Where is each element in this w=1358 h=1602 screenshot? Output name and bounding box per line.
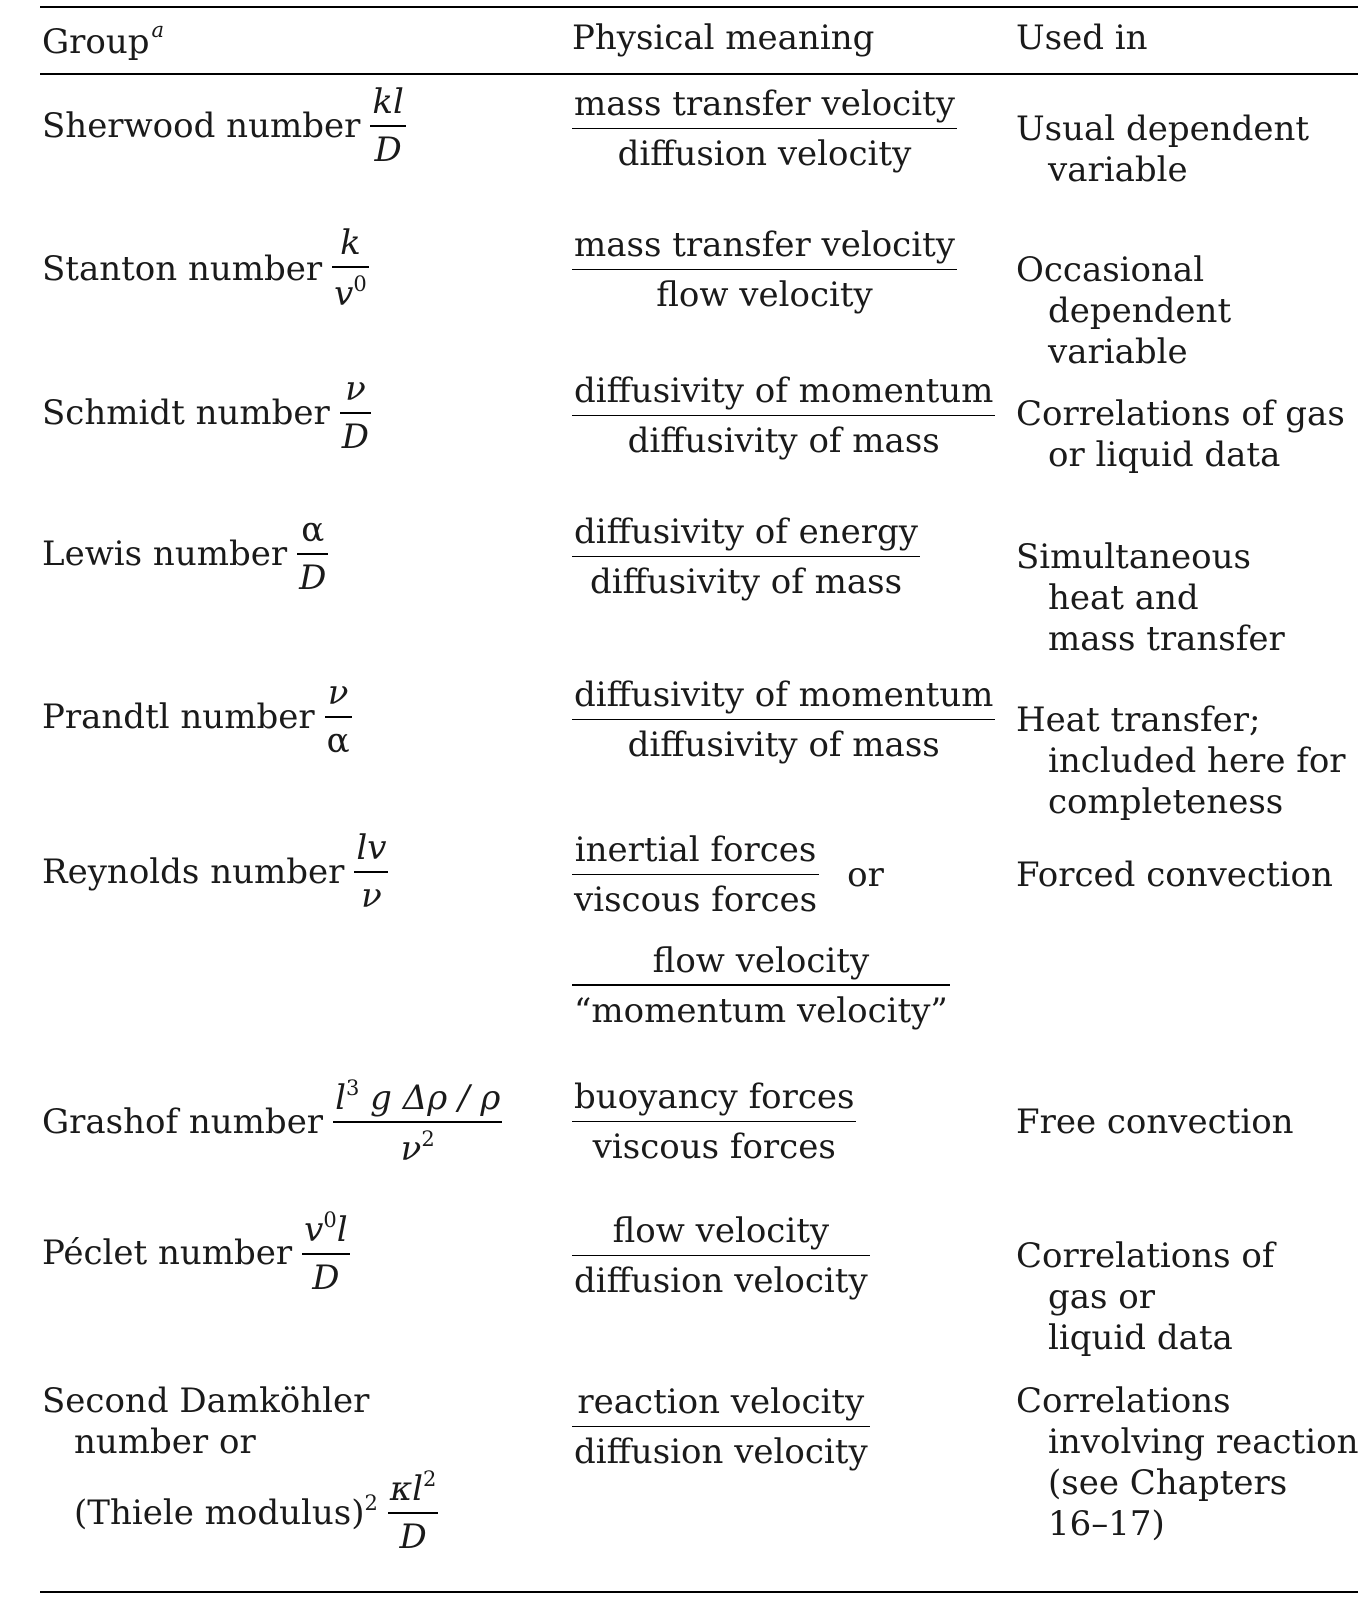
used-in-cell <box>1016 1381 1358 1545</box>
group-name: Sherwood number <box>42 106 361 147</box>
used-in-line: Correlations <box>1016 1381 1231 1421</box>
formula-rest: l <box>336 1210 348 1250</box>
group-name-cont: number or <box>74 1422 256 1462</box>
formula-denominator: D <box>312 1257 340 1298</box>
fraction-bar <box>325 716 352 718</box>
formula-sup: 3 <box>345 1076 360 1100</box>
used-in-line: Heat transfer; <box>1016 700 1261 740</box>
used-in-cell <box>1016 1102 1294 1143</box>
formula-v: v <box>304 1210 324 1250</box>
meaning-denominator: diffusion velocity <box>574 1261 868 1301</box>
meaning-cell <box>572 83 957 176</box>
header-group-footnote: a <box>151 18 165 42</box>
fraction-bar <box>297 553 328 555</box>
used-in-line: Correlations of gas <box>1016 394 1345 434</box>
meaning-numerator: inertial forces <box>574 830 817 870</box>
group-cell <box>42 674 352 761</box>
header-meaning: Physical meaning <box>572 18 875 58</box>
thiele-sup: 2 <box>364 1490 378 1515</box>
formula-rest: g Δρ / ρ <box>370 1078 501 1118</box>
fraction-bar <box>302 1253 349 1255</box>
used-in-line: heat and <box>1048 578 1199 618</box>
fraction-bar <box>572 874 819 876</box>
group-cell <box>42 1076 502 1169</box>
group-name: Stanton number <box>42 248 323 289</box>
meaning-fraction <box>572 370 995 463</box>
group-formula <box>325 674 352 761</box>
used-in-cell <box>1016 855 1333 896</box>
group-formula <box>302 1208 349 1298</box>
group-formula <box>388 1467 439 1557</box>
formula-denominator: ν <box>361 875 382 916</box>
meaning-numerator: buoyancy forces <box>574 1077 855 1117</box>
group-name: Reynolds number <box>42 852 345 893</box>
meaning-cell <box>572 370 995 463</box>
formula-denominator: D <box>299 557 327 598</box>
used-in-line: mass transfer <box>1048 619 1285 659</box>
header-group-label: Group <box>42 22 150 62</box>
group-name: Grashof number <box>42 1102 324 1143</box>
formula-denominator-sup: 2 <box>421 1126 435 1151</box>
meaning-denominator: flow velocity <box>656 275 873 315</box>
meaning-fraction <box>572 1210 870 1303</box>
thiele-line <box>42 1467 438 1557</box>
meaning-or: or <box>847 855 884 896</box>
thiele-label <box>74 1491 378 1533</box>
fraction-bar <box>572 1121 856 1123</box>
group-cell <box>42 1381 438 1557</box>
fraction-bar <box>354 871 388 873</box>
meaning-denominator: diffusivity of mass <box>589 562 903 602</box>
bottom-rule <box>40 1591 1358 1593</box>
meaning-numerator: flow velocity <box>612 1211 830 1251</box>
header-group <box>42 18 164 62</box>
meaning-denominator: “momentum velocity” <box>574 990 948 1031</box>
meaning-denominator: diffusion velocity <box>617 134 912 174</box>
meaning-denominator: viscous forces <box>574 880 818 920</box>
group-formula <box>370 83 405 170</box>
formula-denominator: D <box>399 1516 427 1557</box>
meaning-fraction <box>572 511 920 604</box>
group-cell <box>42 511 328 598</box>
top-rule <box>40 6 1358 8</box>
meaning-numerator: mass transfer velocity <box>574 225 955 265</box>
header-rule <box>40 73 1358 75</box>
meaning-fraction <box>572 1076 856 1169</box>
used-in-line: Free convection <box>1016 1102 1294 1142</box>
meaning-cell <box>572 511 920 604</box>
used-in-cell <box>1016 394 1345 476</box>
group-formula <box>354 829 388 916</box>
used-in-line: Correlations of <box>1016 1236 1275 1276</box>
used-in-line: included here for <box>1048 741 1346 781</box>
used-in-line: or liquid data <box>1048 435 1281 475</box>
meaning-numerator: diffusivity of momentum <box>574 675 994 715</box>
used-in-line: variable <box>1048 332 1188 372</box>
used-in-line: completeness <box>1048 782 1284 822</box>
meaning-cell <box>572 1381 870 1474</box>
meaning-numerator: reaction velocity <box>577 1382 865 1422</box>
meaning-fraction <box>572 1381 870 1474</box>
used-in-line: (see Chapters <box>1048 1463 1288 1503</box>
meaning-first-option <box>572 829 884 922</box>
group-cell <box>42 829 388 916</box>
group-name: Lewis number <box>42 534 288 575</box>
group-formula <box>332 224 369 314</box>
formula-denominator-base: v <box>334 273 354 314</box>
formula-denominator <box>399 1127 437 1169</box>
meaning-denominator: diffusivity of mass <box>627 421 940 461</box>
used-in-line: dependent <box>1048 291 1232 331</box>
meaning-numerator: mass transfer velocity <box>574 84 955 124</box>
meaning-numerator: flow velocity <box>652 940 870 981</box>
formula-numerator: lv <box>356 828 387 868</box>
meaning-cell <box>572 674 995 767</box>
used-in-line: gas or <box>1048 1277 1156 1317</box>
fraction-bar <box>340 412 371 414</box>
formula-denominator-sup: 0 <box>353 271 367 296</box>
formula-denominator: α <box>326 720 350 761</box>
fraction-bar <box>572 719 995 721</box>
fraction-bar <box>572 269 957 271</box>
group-cell <box>42 1208 350 1298</box>
formula-denominator-base: ν <box>400 1128 422 1169</box>
fraction-bar <box>370 125 405 127</box>
fraction-bar <box>572 128 957 130</box>
meaning-fraction <box>572 83 957 176</box>
fraction-bar <box>388 1512 439 1514</box>
fraction-bar <box>332 266 369 268</box>
formula-numerator: ν <box>327 673 349 713</box>
used-in-line: Forced convection <box>1016 855 1333 895</box>
used-in-line: liquid data <box>1048 1318 1233 1358</box>
formula-base: κl <box>389 1469 424 1509</box>
fraction-bar <box>333 1121 502 1123</box>
used-in-line: 16–17) <box>1048 1504 1165 1544</box>
group-cell <box>42 83 406 170</box>
formula-numerator: α <box>301 510 325 550</box>
formula-numerator: ν <box>345 369 366 409</box>
meaning-cell <box>572 1076 856 1169</box>
formula-numerator <box>333 1076 502 1118</box>
meaning-fraction-alt <box>572 940 950 1033</box>
used-in-line: involving reaction <box>1048 1422 1358 1462</box>
meaning-fraction <box>572 224 957 317</box>
meaning-cell <box>572 224 957 317</box>
fraction-bar <box>572 415 995 417</box>
group-formula <box>340 370 371 457</box>
used-in-line: Simultaneous <box>1016 537 1251 577</box>
meaning-denominator: diffusion velocity <box>574 1432 868 1472</box>
used-in-cell <box>1016 537 1285 660</box>
formula-sup: 0 <box>323 1208 337 1232</box>
formula-l: l <box>335 1078 346 1118</box>
meaning-cell <box>572 1210 870 1303</box>
group-name: Schmidt number <box>42 393 330 434</box>
group-name: Prandtl number <box>42 697 315 738</box>
meaning-cell <box>572 829 950 1032</box>
meaning-fraction <box>572 829 819 922</box>
formula-denominator: D <box>374 129 402 170</box>
fraction-bar <box>572 556 920 558</box>
used-in-cell <box>1016 700 1346 823</box>
formula-numerator: k <box>340 223 361 263</box>
formula-numerator: kl <box>372 82 404 122</box>
used-in-line: variable <box>1048 150 1188 190</box>
used-in-line: Occasional <box>1016 250 1205 290</box>
group-name: Second Damköhler <box>42 1381 370 1421</box>
formula-denominator: D <box>341 416 370 457</box>
fraction-bar <box>572 984 950 986</box>
group-cell <box>42 370 371 457</box>
group-formula <box>333 1076 502 1169</box>
group-name: Péclet number <box>42 1232 293 1273</box>
formula-numerator <box>388 1467 439 1509</box>
meaning-fraction <box>572 674 995 767</box>
thiele-text: (Thiele modulus) <box>74 1492 365 1533</box>
group-cell <box>42 224 369 314</box>
meaning-denominator: diffusivity of mass <box>627 725 940 765</box>
header-used-in: Used in <box>1016 18 1148 58</box>
formula-numerator <box>302 1208 349 1250</box>
fraction-bar <box>572 1426 870 1428</box>
meaning-numerator: diffusivity of momentum <box>574 371 994 411</box>
used-in-cell <box>1016 250 1231 373</box>
used-in-line: Usual dependent <box>1016 109 1310 149</box>
group-formula <box>297 511 328 598</box>
meaning-denominator: viscous forces <box>592 1127 836 1167</box>
used-in-cell <box>1016 109 1309 191</box>
meaning-numerator: diffusivity of energy <box>574 512 919 552</box>
fraction-bar <box>572 1255 870 1257</box>
used-in-cell <box>1016 1236 1274 1359</box>
formula-denominator <box>332 272 369 314</box>
formula-sup: 2 <box>423 1467 437 1491</box>
